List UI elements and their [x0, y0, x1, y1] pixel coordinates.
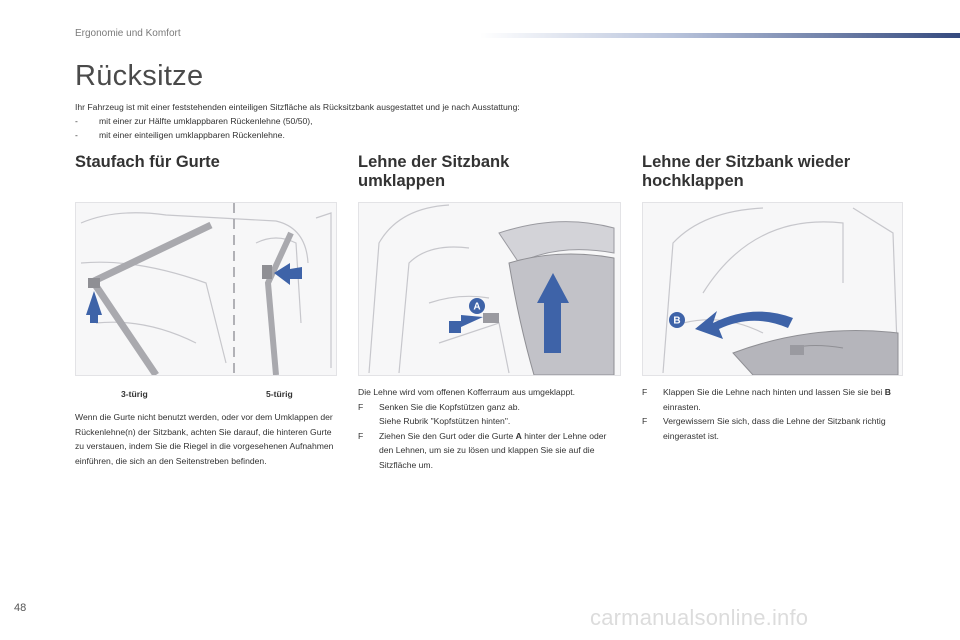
intro — [75, 100, 875, 142]
intro-item-text: mit einer zur Hälfte umklappbaren Rückenlehne (50/50), — [99, 116, 313, 126]
caption-3-door: 3-türig — [121, 389, 148, 399]
page-number: 48 — [14, 602, 27, 614]
belt-storage-drawing — [76, 203, 336, 375]
col1-heading-block — [75, 153, 220, 172]
label-b: B — [673, 315, 681, 327]
watermark: carmanualsonline.info — [590, 605, 809, 630]
intro-item — [75, 114, 875, 128]
list-item-line: Siehe Rubrik "Kopfstützen hinten". — [379, 416, 511, 427]
col1-body: Wenn die Gurte nicht benutzt werden, oder vor dem Umklappen der Rückenlehne(n) der Sitzbank, achten Sie darauf, die hinteren Gurte zu verstauen, indem Sie die Riegel in die vorgesehenen Aufnahmen einführen, die sich an den Seitenstreben befinden. — [75, 412, 334, 466]
col2-intro: Die Lehne wird vom offenen Kofferraum aus umgeklappt. — [358, 387, 576, 397]
col3-heading-block — [642, 153, 850, 191]
list-marker: - — [75, 130, 78, 140]
list-item-text: Vergewissern Sie sich, dass die Lehne der Sitzbank richtig eingerastet ist. — [663, 416, 886, 441]
list-item-text: Klappen Sie die Lehne nach hinten und lassen Sie sie bei — [663, 387, 885, 397]
col3-heading-line: hochklappen — [642, 172, 744, 190]
list-item-bold: A — [515, 430, 522, 441]
caption-5-door: 5-türig — [266, 389, 293, 399]
col2-body — [358, 385, 620, 473]
intro-text: Ihr Fahrzeug ist mit einer feststehenden einteiligen Sitzfläche als Rücksitzbank ausgestattet und je nach Ausstattung: — [75, 102, 520, 112]
list-item-text: Ziehen Sie den Gurt oder die Gurte — [379, 430, 516, 441]
bullet-marker: F — [642, 387, 648, 397]
col3-heading-line: Lehne der Sitzbank wieder — [642, 153, 851, 171]
fold-up-drawing — [643, 203, 902, 375]
list-item — [358, 429, 620, 473]
bullet-marker: F — [358, 401, 364, 412]
list-item-text: hinter der Lehne oder den Lehnen, um sie zu lösen und klappen Sie sie auf die Sitzfläche um. — [379, 430, 607, 470]
header-bar — [480, 33, 960, 38]
label-a: A — [473, 301, 481, 313]
list-item — [642, 414, 902, 443]
page-title: Rücksitze — [75, 60, 204, 92]
fold-down-illustration — [358, 202, 621, 376]
intro-item — [75, 128, 875, 142]
col2-heading-line: Lehne der Sitzbank — [358, 153, 510, 171]
bullet-marker: F — [642, 416, 648, 427]
list-marker: - — [75, 116, 78, 126]
col2-heading-line: umklappen — [358, 172, 446, 190]
belt-storage-illustration — [75, 202, 337, 376]
list-item-line: Senken Sie die Kopfstützen ganz ab. — [379, 401, 520, 412]
section-header: Ergonomie und Komfort — [75, 28, 181, 39]
intro-item-text: mit einer einteiligen umklappbaren Rückenlehne. — [99, 130, 285, 140]
list-item — [358, 400, 620, 429]
fold-down-drawing — [359, 203, 620, 375]
col2-heading-block — [358, 153, 509, 191]
list-item-text: einrasten. — [663, 401, 701, 412]
bullet-marker: F — [358, 430, 364, 441]
list-item — [642, 385, 902, 414]
col3-body — [642, 385, 902, 443]
col1-heading: Staufach für Gurte — [75, 153, 220, 171]
list-item-bold: B — [884, 387, 891, 397]
fold-up-illustration — [642, 202, 903, 376]
